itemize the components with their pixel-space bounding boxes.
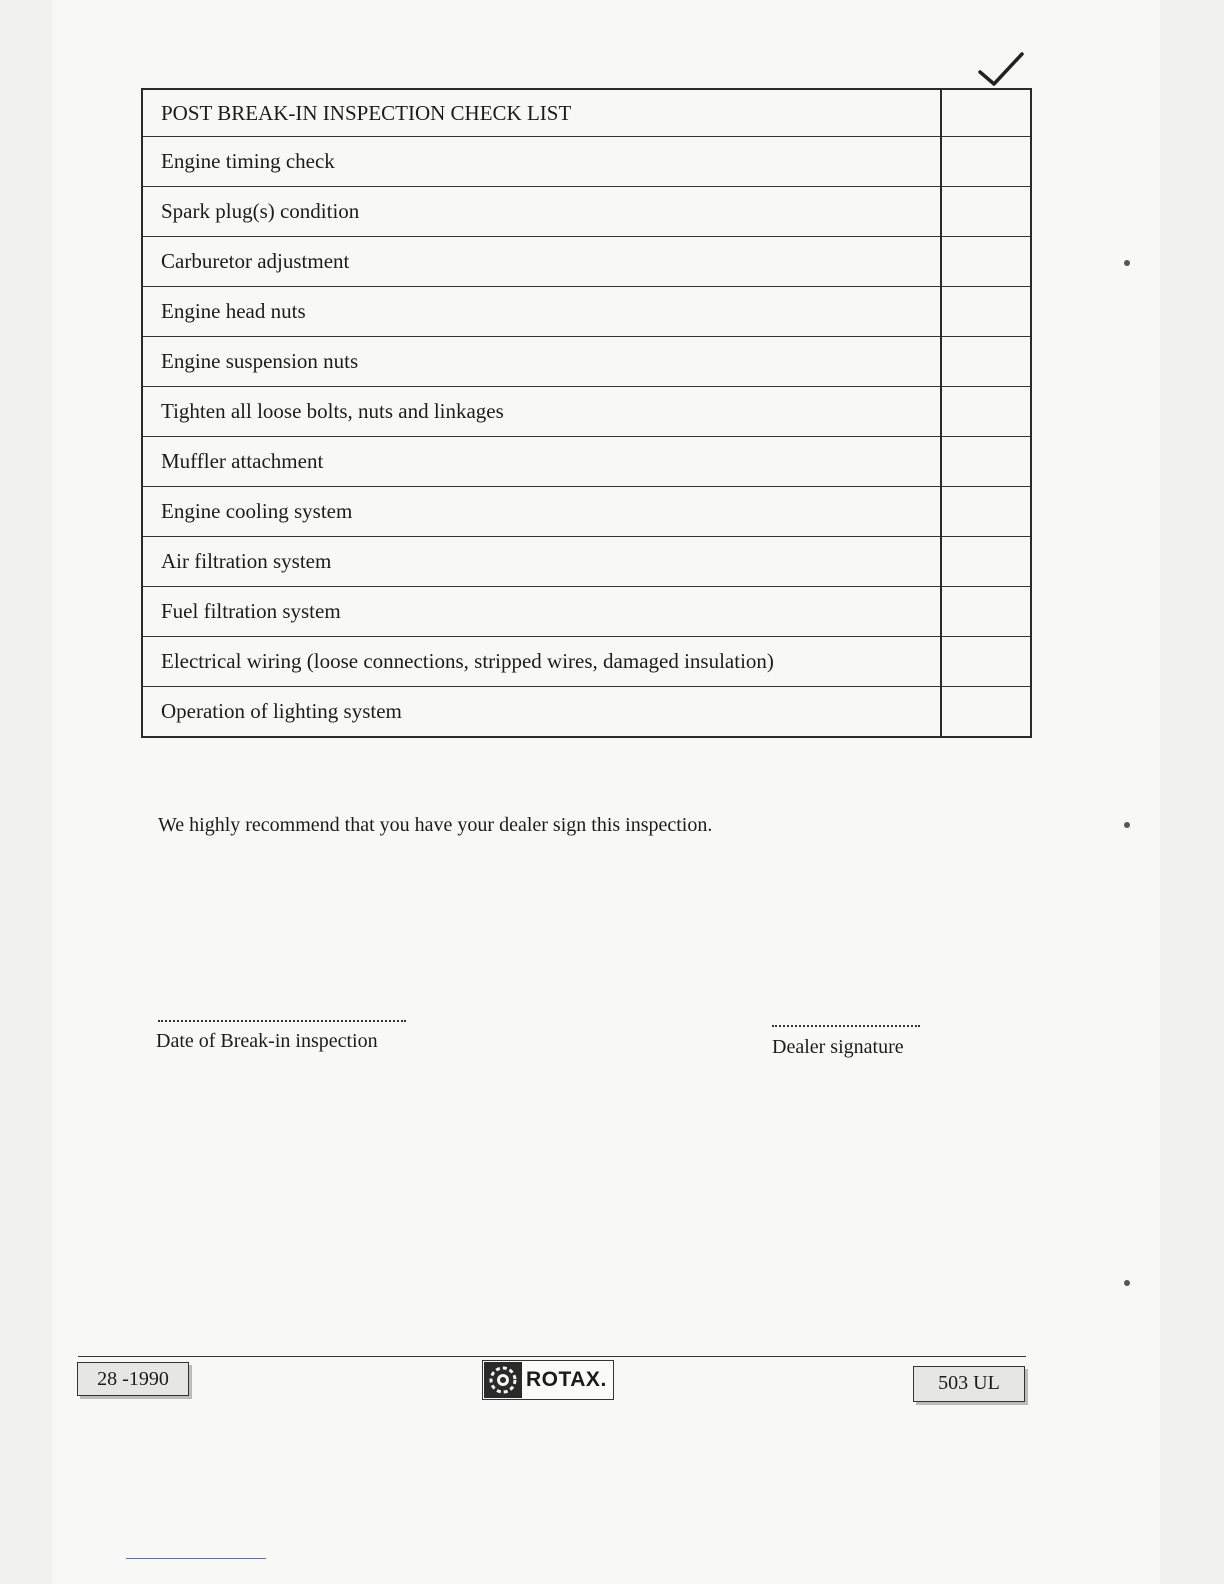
check-box-cell[interactable] xyxy=(941,537,1031,587)
rotax-logo xyxy=(482,1360,614,1400)
checklist-item: Spark plug(s) condition xyxy=(142,187,941,237)
check-box-cell[interactable] xyxy=(941,187,1031,237)
checklist-row xyxy=(142,387,1031,437)
check-box-cell[interactable] xyxy=(941,89,1031,137)
margin-dot xyxy=(1124,1280,1130,1286)
checklist-row xyxy=(142,337,1031,387)
checklist-row xyxy=(142,637,1031,687)
gear-logo-icon xyxy=(484,1362,522,1398)
date-signature-line[interactable] xyxy=(158,1020,406,1022)
margin-dot xyxy=(1124,822,1130,828)
checklist-item: Air filtration system xyxy=(142,537,941,587)
checklist-title: POST BREAK-IN INSPECTION CHECK LIST xyxy=(142,89,941,137)
check-box-cell[interactable] xyxy=(941,487,1031,537)
bottom-edge-line xyxy=(126,1558,266,1559)
check-box-cell[interactable] xyxy=(941,287,1031,337)
checklist-row xyxy=(142,437,1031,487)
checklist-row xyxy=(142,587,1031,637)
check-box-cell[interactable] xyxy=(941,337,1031,387)
checklist-row xyxy=(142,187,1031,237)
check-box-cell[interactable] xyxy=(941,687,1031,738)
checklist-row xyxy=(142,287,1031,337)
dealer-signature-line[interactable] xyxy=(772,1025,920,1027)
dealer-label: Dealer signature xyxy=(772,1036,904,1058)
checklist-item: Engine suspension nuts xyxy=(142,337,941,387)
checklist-item: Tighten all loose bolts, nuts and linkages xyxy=(142,387,941,437)
checklist-item: Muffler attachment xyxy=(142,437,941,487)
date-code-box: 28 -1990 xyxy=(77,1362,189,1396)
inspection-checklist xyxy=(141,88,1032,738)
checklist-item: Electrical wiring (loose connections, stripped wires, damaged insulation) xyxy=(142,637,941,687)
margin-dot xyxy=(1124,260,1130,266)
recommendation-text: We highly recommend that you have your dealer sign this inspection. xyxy=(158,814,713,836)
logo-text: ROTAX. xyxy=(526,1368,607,1391)
check-box-cell[interactable] xyxy=(941,637,1031,687)
check-box-cell[interactable] xyxy=(941,437,1031,487)
checklist-item: Fuel filtration system xyxy=(142,587,941,637)
checklist-row xyxy=(142,687,1031,738)
date-label: Date of Break-in inspection xyxy=(156,1030,378,1052)
check-box-cell[interactable] xyxy=(941,387,1031,437)
checklist-item: Operation of lighting system xyxy=(142,687,941,738)
footer-divider xyxy=(78,1356,1026,1357)
model-box: 503 UL xyxy=(913,1366,1025,1402)
checklist-item: Engine timing check xyxy=(142,137,941,187)
check-box-cell[interactable] xyxy=(941,137,1031,187)
checklist-row xyxy=(142,487,1031,537)
checklist-row xyxy=(142,537,1031,587)
check-box-cell[interactable] xyxy=(941,587,1031,637)
checklist-row xyxy=(142,237,1031,287)
checklist-item: Carburetor adjustment xyxy=(142,237,941,287)
check-box-cell[interactable] xyxy=(941,237,1031,287)
checklist-item: Engine head nuts xyxy=(142,287,941,337)
checkmark-icon xyxy=(976,50,1026,90)
checklist-row xyxy=(142,137,1031,187)
checklist-item: Engine cooling system xyxy=(142,487,941,537)
checklist-header-row xyxy=(142,89,1031,137)
